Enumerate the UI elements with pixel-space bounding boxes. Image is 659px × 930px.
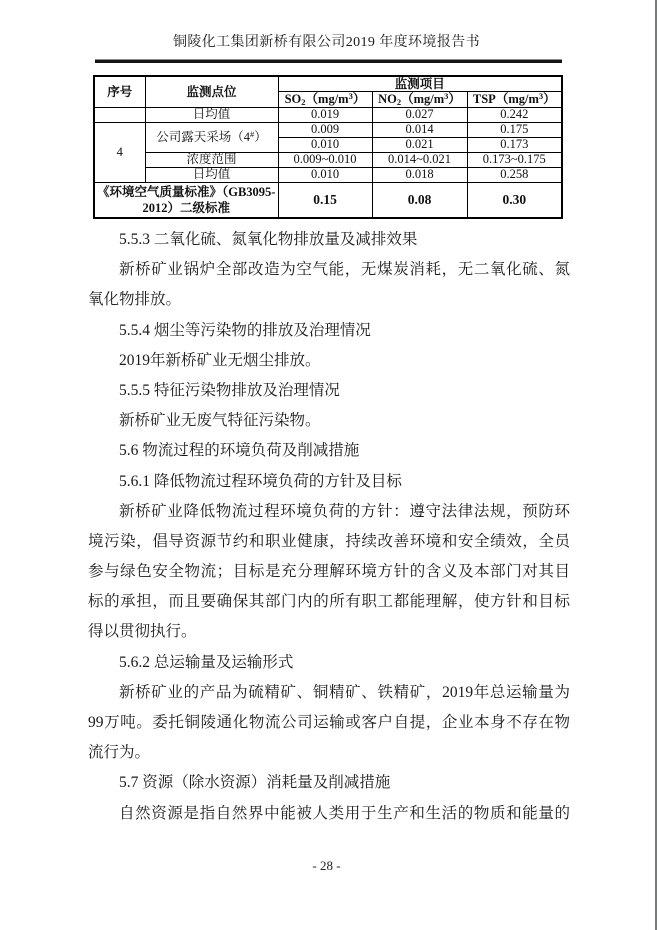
col-items-header: 监测项目 <box>278 76 562 91</box>
paragraph-line: 境污染，倡导资源节约和职业健康，持续改善环境和安全绩效，全员 <box>88 532 570 550</box>
tsp-value: 0.173 <box>467 137 562 152</box>
table-row-standard <box>94 182 562 218</box>
so2-value: 0.019 <box>278 107 372 122</box>
standard-label: 《环境空气质量标准》（GB3095-2012）二级标准 <box>94 182 278 218</box>
header-divider-rule <box>95 59 562 63</box>
paragraph-line: 新桥矿业锅炉全部改造为空气能，无煤炭消耗，无二氧化硫、氮 <box>119 261 570 279</box>
so2-standard-value: 0.15 <box>278 182 372 218</box>
paragraph-line: 氧化物排放。 <box>88 291 182 309</box>
paragraph-line: 2019年新桥矿业无烟尘排放。 <box>119 351 321 369</box>
col-tsp-header: $TSP(mg/m^3)$ <box>467 91 562 107</box>
report-header-title: 铜陵化工集团新桥有限公司2019 年度环境报告书 <box>172 35 481 50</box>
paragraph-line: 新桥矿业降低物流过程环境负荷的方针：遵守法律法规，预防环 <box>119 502 570 520</box>
paragraph-line: 得以贯彻执行。 <box>88 623 197 641</box>
no2-value: 0.018 <box>372 167 467 182</box>
paragraph-line: 自然资源是指自然界中能被人类用于生产和生活的物质和能量的 <box>119 804 570 822</box>
col-so2-header: $SO_2(mg/m^3)$ <box>278 91 372 107</box>
table-row-range <box>94 152 562 167</box>
no2-standard-value: 0.08 <box>372 182 467 218</box>
table-row-sample-1 <box>94 122 562 137</box>
site-cell: 公司露天采场（4#） <box>145 122 278 152</box>
seq-cell: 4 <box>94 122 145 182</box>
no2-value: 0.027 <box>372 107 467 122</box>
seq-empty-cell <box>94 107 145 122</box>
paragraph-line: 新桥矿业的产品为硫精矿、铜精矿、铁精矿，2019年总运输量为 <box>119 683 570 701</box>
table-header-row-1 <box>94 76 562 91</box>
body-text <box>88 225 570 829</box>
no2-value: 0.014~0.021 <box>372 152 467 167</box>
so2-value: 0.009~0.010 <box>278 152 372 167</box>
paragraph-line: 99万吨。委托铜陵通化物流公司运输或客户自提，企业本身不存在物 <box>88 714 570 731</box>
no2-value: 0.021 <box>372 137 467 152</box>
page-number: - 28 - <box>312 858 341 873</box>
scan-page-edge <box>655 0 657 930</box>
section-heading-5-6-2: 5.6.2 总运输量及运输形式 <box>119 653 294 671</box>
paragraph-line: 流行为。 <box>88 744 151 762</box>
table-row-daily <box>94 167 562 182</box>
paragraph-line: 新桥矿业无废气特征污染物。 <box>119 412 321 430</box>
air-monitoring-table <box>93 75 563 219</box>
tsp-value: 0.258 <box>467 167 562 182</box>
section-heading-5-5-4: 5.5.4 烟尘等污染物的排放及治理情况 <box>119 321 371 339</box>
section-heading-5-5-3: 5.5.3 二氧化硫、氮氧化物排放量及减排效果 <box>119 231 418 248</box>
col-site-header: 监测点位 <box>145 76 278 107</box>
section-heading-5-6-1: 5.6.1 降低物流过程环境负荷的方针及目标 <box>119 472 402 490</box>
so2-value: 0.010 <box>278 167 372 182</box>
row-label: 日均值 <box>145 167 278 182</box>
col-seq-header: 序号 <box>94 76 145 107</box>
tsp-standard-value: 0.30 <box>467 182 562 218</box>
so2-value: 0.009 <box>278 122 372 137</box>
tsp-value: 0.175 <box>467 122 562 137</box>
section-heading-5-7: 5.7 资源（除水资源）消耗量及削减措施 <box>119 774 391 792</box>
so2-value: 0.010 <box>278 137 372 152</box>
row-label: 日均值 <box>145 107 278 122</box>
no2-value: 0.014 <box>372 122 467 137</box>
tsp-value: 0.242 <box>467 107 562 122</box>
row-label: 浓度范围 <box>145 152 278 167</box>
paragraph-line: 参与绿色安全物流；目标是充分理解环境方针的含义及本部门对其目 <box>88 563 570 581</box>
tsp-value: 0.173~0.175 <box>467 152 562 167</box>
section-heading-5-6: 5.6 物流过程的环境负荷及削减措施 <box>119 442 360 460</box>
table-row-prev-daily <box>94 107 562 122</box>
col-no2-header: $NO_2(mg/m^3)$ <box>372 91 467 107</box>
section-heading-5-5-5: 5.5.5 特征污染物排放及治理情况 <box>119 381 340 399</box>
paragraph-line: 标的承担，而且要确保其部门内的所有职工都能理解，使方针和目标 <box>88 593 570 611</box>
